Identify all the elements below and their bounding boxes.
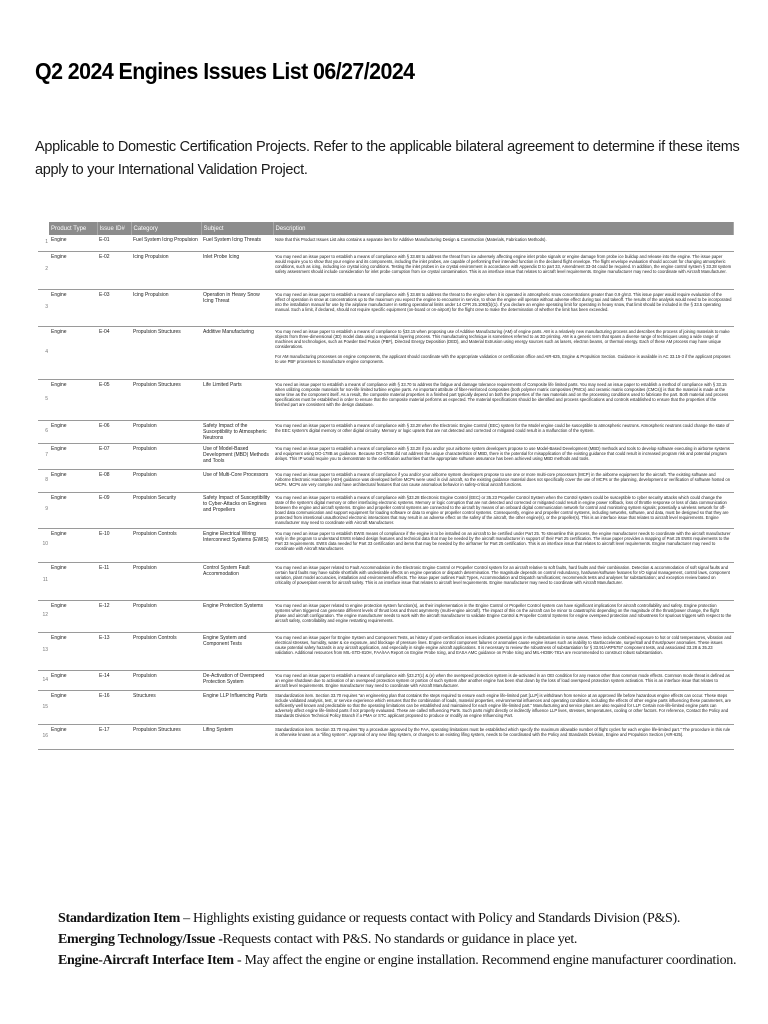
cell-category: Propulsion Structures: [131, 379, 201, 420]
cell-category: Propulsion: [131, 420, 201, 443]
cell-product-type: Engine: [49, 235, 97, 251]
issues-table-container: [38, 222, 734, 750]
cell-product-type: Engine: [49, 690, 97, 724]
cell-issue-id: E-09: [97, 492, 131, 528]
row-number: 1: [38, 235, 49, 251]
row-number: 14: [38, 670, 49, 690]
cell-issue-id: E-10: [97, 528, 131, 562]
cell-product-type: Engine: [49, 528, 97, 562]
cell-issue-id: E-01: [97, 235, 131, 251]
cell-issue-id: E-14: [97, 670, 131, 690]
cell-subject: Additive Manufacturing: [201, 326, 273, 379]
row-number: 13: [38, 632, 49, 670]
cell-description: You may need an issue paper for Engine System and Component Tests, as history of post-certification issues indicates potential gaps in the substantiation in some areas. These include combined exposure to hot or cold temperatures, vibration and electrical stresses, humidity, water & ice exposure, and blockage of pressure lines. Engine control component failures or anomalies cause engine issues such as inability to start/accelerate, surge/stall and thrust/power anomalies. These issues cause potential safety hazards in any aircraft application, and especially in single engine aircraft applications. It is necessary to review the robustness of substantiation for § 33.91/ARP5757 component tests, and associated 33.28 & 35.23 validation. Additional resources from MIL-STD-810H, FAA/IAA Report on Engine Probe Icing, and EASA AMC guidance on Probe Icing and MIL-HDBK-781A are recommended to construct robust substantiation.: [273, 632, 734, 670]
cell-description: Standardization item. Section 33.70 requires "an engineering plan that contains the steps required to ensure each engine life-limited part [LLP] is withdrawn from service at an approved life before hazardous engine effects can occur. These steps include validated analysis, test, or service experience which ensures that the combination of loads, material properties, environmental influences and operating conditions, including the effects of other engine parts influencing these parameters, are sufficiently well known and predictable so that the operating limitations can be established and maintained for each engine life-limited part." Manufacturing and service plans are also required for LLP. Certain non-life-limited engine parts can adversely affect engine life-limited parts if not properly evaluated. These are called Influencing Parts. Such parts might directly or indirectly influence LLP lives, stresses, temperatures, cooling or other factors. For reference, Contact the Policy and Standards Division Technical Policy Branch if a PMA or STC applicant proposed to produce or modify an engine Influencing Part.: [273, 690, 734, 724]
cell-product-type: Engine: [49, 632, 97, 670]
legend-text: Requests contact with P&S. No standards or guidance in place yet.: [222, 932, 578, 947]
table-row: [38, 528, 734, 562]
table-row: [38, 724, 734, 749]
legend-text: – Highlights existing guidance or requests contact with Policy and Standards Division (P&S).: [179, 911, 681, 926]
cell-subject: Engine Electrical Wiring Interconnect Systems (EWIS): [201, 528, 273, 562]
cell-subject: Engine LLP Influencing Parts: [201, 690, 273, 724]
cell-category: Propulsion: [131, 469, 201, 492]
legend-term: Standardization Item: [58, 911, 180, 926]
cell-description: You may need an issue paper related to engine protection system function(s), as their implementation in the Engine Control or Propeller Control system can have significant implications for aircraft controllability and safety. Engine protection systems when triggered can generate different levels of thrust loss and thrust asymmetry (multi-engine aircraft). The impact of this on the aircraft can be minor to catastrophic depending on the magnitude of the thrust/power change, the flight phase and aircraft configuration. The engine manufacturer needs to work with the aircraft manufacturer to validate Engine Control & Propeller Control Systems for engine overspeed protection and robustness for spurious triggers with respect to the aircraft safety, controllability and engine restarting requirements.: [273, 600, 734, 632]
cell-description: Standardization item. Section 33.70 requires "By a procedure approved by the FAA, operating limitations must be established which specify the maximum allowable number of flight cycles for each engine life-limited part." The procedure in this rule is otherwise known as a "lifing system". Approval of any new lifing system, or changes to an existing lifing system, needs to be coordinated with the Policy and Standards Division, Engine and Propulsion Section (AIR-625).: [273, 724, 734, 749]
table-row: [38, 235, 734, 251]
cell-subject: Operation in Heavy Snow Icing Threat: [201, 289, 273, 326]
table-row: [38, 420, 734, 443]
cell-description: You may need an issue paper to establish a means of compliance with §33.27(c) & (e) when the overspeed protection system is de-activated in an OEI condition for any reason other than common mode effects. Common mode threat is defined as an engine shutdown due to activation of an overspeed protection system or portion of such system after another engine has been shut down by the loss of load overspeed protection system activation. This is an interface issue that relates to aircraft level requirements. Engine manufacturer may need to coordinate with Aircraft Manufacturer.: [273, 670, 734, 690]
cell-subject: Engine System and Component Tests: [201, 632, 273, 670]
legend-emerging: [58, 929, 748, 950]
cell-subject: Engine Protection Systems: [201, 600, 273, 632]
cell-product-type: Engine: [49, 724, 97, 749]
header-subject: Subject: [201, 222, 273, 235]
cell-description: Note that this Product Issues List also contains a separate item for Additive Manufacturing Design & Construction (Materials, Fabrication Methods).: [273, 235, 734, 251]
cell-issue-id: E-04: [97, 326, 131, 379]
cell-product-type: Engine: [49, 326, 97, 379]
table-row: [38, 289, 734, 326]
row-number: 5: [38, 379, 49, 420]
cell-issue-id: E-16: [97, 690, 131, 724]
cell-category: Propulsion Structures: [131, 724, 201, 749]
cell-subject: Use of Multi-Core Processors: [201, 469, 273, 492]
cell-description: You may need an issue paper to establish a means of compliance with §33.28 Electronic Engine Control (EEC) or 35.23 Propeller Control System when the Control system could be susceptible to cyber security attacks which could change the state of the system's digital memory or other interfacing electronic systems. Memory or logic corruption that are not detected and corrected or mitigated could result in engine power rollback, loss of throttle response or loss of data communication between the engine and aircraft systems. Engine and propeller control systems are connected to the aircraft by means of an onboard digital communication network for control and monitoring system signals; potentially a wireless network for off-board data communication and support equipment for loading software or data to engine or propeller control systems. Consequently, engine and propeller control systems, including networks, software, and data, must be designed so that they are protected from intentional unauthorized electronic interactions that may result in an adverse effect on the safety of the aircraft, the other engine(s), or the propeller(s). This is an interface issue that relates to aircraft level requirements. Engine manufacturer may need to coordinate with Aircraft Manufacturer.: [273, 492, 734, 528]
cell-description: You may need an issue paper related to Fault Accommodation in the Electronic Engine Control or Propeller Control system for an aircraft relative to soft faults, hard faults and their combination. Detection & accommodation of soft signal faults and certain hard faults may have subtle shortfalls with undesirable effects on engine operation or dispatch determination. The magnitude depends on control redundancy, hardware/software features for I/O signal management, control laws, component variation, plant model accuracies, installation and environmental effects. The issue paper outlines Fault Types, Accommodation and Dispatch ramifications; recommends tests and analyses for substantiation; and exception review based on criticality of powerplant events for aircraft safety. This is an interface issue that relates to aircraft level requirements. Engine manufacturer may need to coordinate with Aircraft Manufacturer.: [273, 562, 734, 600]
cell-category: Propulsion: [131, 443, 201, 469]
cell-subject: Safety Impact of Susceptibility to Cyber-Attacks on Engines and Propellers: [201, 492, 273, 528]
cell-issue-id: E-13: [97, 632, 131, 670]
legend-term: Emerging Technology/Issue -: [58, 932, 223, 947]
cell-product-type: Engine: [49, 670, 97, 690]
table-header-row: [38, 222, 734, 235]
cell-issue-id: E-03: [97, 289, 131, 326]
cell-issue-id: E-11: [97, 562, 131, 600]
cell-category: Propulsion: [131, 600, 201, 632]
cell-product-type: Engine: [49, 469, 97, 492]
row-number: 15: [38, 690, 49, 724]
issues-table: [38, 222, 734, 750]
row-number: 7: [38, 443, 49, 469]
cell-product-type: Engine: [49, 562, 97, 600]
cell-category: Structures: [131, 690, 201, 724]
cell-product-type: Engine: [49, 251, 97, 289]
cell-subject: De-Activation of Overspeed Protection System: [201, 670, 273, 690]
cell-description: You may need an issue paper to establish EWIS means of compliance if the engine is to be installed on an aircraft to be certified under Part 25. To streamline this process, the engine manufacturer needs to coordinate with the aircraft manufacturer early in the program to understand EWIS related design features and technical data that may be needed by the aircraft manufacturer in support of their Part 25 certification. The issue paper provides a mapping of Part 25 EWIS requirements to the Part 33 requirements. EWIS data needed for Part 33 certification and items that may be needed by the airframer for Part 25 certification. This is an interface issue that relates to aircraft level requirements. Engine manufacturer may need to coordinate with Aircraft Manufacturer.: [273, 528, 734, 562]
cell-description: You may need an issue paper to establish a means of compliance with § 33.28 when the Electronic Engine Control (EEC) system for the Model engine could be susceptible to atmospheric neutrons. Atmospheric neutrons could change the state of the EEC system's digital memory or other digital circuitry. Memory or logic upsets that are not detected and corrected or mitigated could result in a malfunction of the system.: [273, 420, 734, 443]
cell-description: You may need an issue paper to establish a means of compliance to §33.15 when proposing use of Additive Manufacturing (AM) of engine parts. AM is a relatively new manufacturing process and describes the process of joining materials to make objects from three-dimensional (3D) model data using a sequential layering process. This manufacturing technique is sometimes referred to as 3D printing. AM is a generic term that spans a diverse range of techniques using a wide range of machines and technologies, such as Powder Bed Fusion (PBF), Directed Energy Deposition (DED), and Material Extrusion using energy sources such as lasers, electron beams, or thermal energy. Each of these AM process may have unique considerations. For AM manufacturing processes on engine components, the applicant should coordinate with the appropriate validation or certification office and AIR-625, Engine & Propulsion Section. Guidance is available in AC 33.15-3 if the applicant proposes to use PBF processes to manufacture engine components.: [273, 326, 734, 379]
cell-issue-id: E-08: [97, 469, 131, 492]
table-row: [38, 690, 734, 724]
legend: [58, 908, 748, 971]
cell-subject: Lifing System: [201, 724, 273, 749]
page-title: Q2 2024 Engines Issues List 06/27/2024: [35, 58, 415, 84]
cell-category: Propulsion Security: [131, 492, 201, 528]
cell-issue-id: E-12: [97, 600, 131, 632]
cell-product-type: Engine: [49, 289, 97, 326]
cell-description: You may need an issue paper to establish a means of compliance with § 33.28 if you and/or your airborne system developers propose to use Model-Based Development (MBD) methods and tools to develop software executing in airborne systems and equipment using DO-178B as guidance. Because DO-178B did not address the unique characteristics of MBD, there is the potential for misapplication of the existing guidance that could result in increased program risk and potential program delays. This IP would require you to demonstrate to the certification authorities that the appropriate software assurance has been achieved using MBD methods and tools.: [273, 443, 734, 469]
cell-subject: Life Limited Parts: [201, 379, 273, 420]
table-row: [38, 379, 734, 420]
table-body: [38, 235, 734, 749]
cell-product-type: Engine: [49, 443, 97, 469]
cell-subject: Control System Fault Accommodation: [201, 562, 273, 600]
cell-description: You may need an issue paper to establish a means of compliance with § 33.68 to address the threat from ice adversely affecting engine inlet probe signals or engine damage from probe ice buildup and release into the engine. The issue paper would require you to show that your engine and its components, including the inlet probes, are capable of performing their intended function in the declared flight envelope. The flight envelope evaluation should account for changing atmospheric conditions, such as icing, including ice crystal icing conditions. Testing the inlet probes in ice crystal environment in accordance with Appendix D to part 33, Amendment 33-34 could be required. In addition, the engine control system § 33.28 system safety assessment should include consideration for inlet probe corruption from ice crystal contamination. This is an interface issue that relates to aircraft level requirements. Engine manufacturer may need to coordinate with Aircraft Manufacturer.: [273, 251, 734, 289]
header-product-type: Product Type: [49, 222, 97, 235]
row-number: 4: [38, 326, 49, 379]
applicability-note: Applicable to Domestic Certification Projects. Refer to the applicable bilateral agreement to determine if these items apply to your International Validation Project.: [35, 139, 740, 178]
cell-category: Icing Propulsion: [131, 289, 201, 326]
table-row: [38, 469, 734, 492]
cell-product-type: Engine: [49, 379, 97, 420]
table-row: [38, 600, 734, 632]
legend-text: - May affect the engine or engine installation. Recommend engine manufacturer coordination.: [233, 953, 737, 968]
cell-subject: Safety Impact of the Susceptibility to Atmospheric Neutrons: [201, 420, 273, 443]
table-row: [38, 632, 734, 670]
legend-standardization: [58, 908, 748, 929]
cell-product-type: Engine: [49, 420, 97, 443]
cell-product-type: Engine: [49, 492, 97, 528]
row-number: 16: [38, 724, 49, 749]
cell-category: Propulsion: [131, 670, 201, 690]
cell-description: You may need an issue paper to establish a means of compliance if you and/or your airborne system developers propose to use one or more multi-core processors (MCP) in the airborne equipment for the aircraft. The existing software and Airborne Electronic Hardware (AEH) guidance was developed before MCPs were used in civil aircraft, so the existing guidance material does not specifically cover the use of MCPs or the planning, development or verification of software hosted on MCPs. MCPs are very complex and have architectural features that can cause anomalous behavior in safety-critical aircraft functions.: [273, 469, 734, 492]
row-number: 9: [38, 492, 49, 528]
legend-interface: [58, 950, 748, 971]
table-row: [38, 251, 734, 289]
cell-category: Icing Propulsion: [131, 251, 201, 289]
cell-category: Propulsion Controls: [131, 632, 201, 670]
table-row: [38, 562, 734, 600]
cell-issue-id: E-06: [97, 420, 131, 443]
row-number: 2: [38, 251, 49, 289]
table-row: [38, 326, 734, 379]
cell-issue-id: E-02: [97, 251, 131, 289]
cell-category: Propulsion: [131, 562, 201, 600]
cell-subject: Use of Model-Based Development (MBD) Methods and Tools: [201, 443, 273, 469]
row-number: 11: [38, 562, 49, 600]
row-number: 6: [38, 420, 49, 443]
header-category: Category: [131, 222, 201, 235]
table-row: [38, 443, 734, 469]
cell-issue-id: E-05: [97, 379, 131, 420]
cell-issue-id: E-07: [97, 443, 131, 469]
row-number: 12: [38, 600, 49, 632]
cell-subject: Inlet Probe Icing: [201, 251, 273, 289]
table-row: [38, 492, 734, 528]
header-issue-id: Issue ID#: [97, 222, 131, 235]
row-number: 8: [38, 469, 49, 492]
cell-description: You may need an issue paper to establish a means of compliance with § 33.68 to address the threat to the engine when it is operated in atmospheric snow concentrations greater than 0.9 g/m3. This issue paper would require evaluation of the effect of operation in snow at concentrations up to the maximum you expect the engine to encounter in service, to show the engine will operate without adverse effect during taxi and takeoff. The results of the analysis would need to be incorporated into the installation manual for use by the airplane manufacturer in setting operational limits under 14 CFR 25.1093(b)(1). If you declare an engine operating limit for operating in heavy snow, that limit should be included in the § 33.5 operating manual. Such a limit, if declared, should not require specific equipment (on-board or on-airport) for the flight crew to make the determination of whether the limit has been exceeded.: [273, 289, 734, 326]
cell-category: Fuel System Icing Propulsion: [131, 235, 201, 251]
row-number: 10: [38, 528, 49, 562]
cell-product-type: Engine: [49, 600, 97, 632]
legend-term: Engine-Aircraft Interface Item: [58, 953, 234, 968]
cell-subject: Fuel System Icing Threats: [201, 235, 273, 251]
cell-description: You need an issue paper to establish a means of compliance with § 33.70 to address the fatigue and damage tolerance requirements of Composite life limited parts. You may need an issue paper to establish a method of compliance with § 33.15 when utilizing composite materials for non-life limited turbine engine parts. An important attribute of fiber-reinforced composites (both polymer matrix composites (PMCs) and ceramic matrix composites (CMCs)) is that the material is made at the same time as the component itself. As a result, the composite material properties in a finished part typically depend on both the properties of the raw materials and on the processing conditions used to fabricate the part. Both material and process specifications must be established in order to ensure that the composite material performs as expected. The material specifications should be identified and process specifications and controls established to ensure that the properties of the finished part are consistent with the design database.: [273, 379, 734, 420]
row-number: 3: [38, 289, 49, 326]
header-description: Description: [273, 222, 734, 235]
cell-issue-id: E-17: [97, 724, 131, 749]
cell-category: Propulsion Structures: [131, 326, 201, 379]
cell-category: Propulsion Controls: [131, 528, 201, 562]
table-row: [38, 670, 734, 690]
